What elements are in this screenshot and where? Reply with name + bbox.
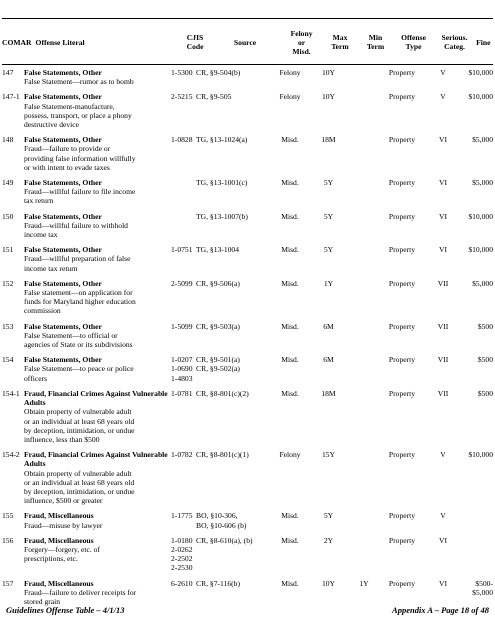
fine-amount-line: $10,000 (468, 245, 493, 255)
table-row (2, 245, 493, 279)
fine-amount (462, 279, 493, 322)
cjis-code-line: 1-0781 (171, 388, 193, 398)
offense-literal (24, 355, 171, 389)
felony-or-misd: Felony (279, 92, 301, 102)
cjis-code-line: 2-0262 (171, 544, 193, 554)
offense-title: False Statements, Other (24, 135, 102, 145)
felony-or-misd: Misd. (281, 278, 299, 288)
offense-description-line: Obtain property of vulnerable adult (24, 468, 132, 478)
max-term: 18M (321, 388, 336, 398)
offense-description-line: Forgery—forgery, etc. of (24, 544, 100, 554)
comar-number: 152 (2, 278, 14, 288)
comar-number: 149 (2, 178, 14, 188)
min-term (348, 450, 380, 511)
min-term (348, 389, 380, 450)
min-term (348, 536, 380, 579)
source-citation-line: CR, §8-801(c)(1) (196, 450, 249, 460)
offense-title: Fraud, Financial Crimes Against Vulnerable Adults (24, 388, 168, 408)
offense-description-line: prescriptions, etc. (24, 554, 78, 564)
cjis-code (171, 68, 196, 92)
source-citation (196, 389, 271, 450)
col-comar: COMAR (2, 37, 32, 47)
cjis-code-line: 1-0782 (171, 450, 193, 460)
cjis-code (171, 536, 196, 579)
col-cjis-code: CJIS Code (186, 33, 204, 51)
seriousness-category: VI (438, 178, 447, 188)
offense-literal (24, 511, 171, 535)
felony-or-misd: Misd. (281, 578, 299, 588)
cjis-code (171, 135, 196, 178)
comar-number: 147 (2, 68, 14, 77)
table-row (2, 511, 493, 535)
offense-description-line: Fraud—willful failure to file income (24, 187, 136, 197)
offense-description-line: Fraud—willful preparation of false (24, 254, 131, 264)
fine-amount (462, 322, 493, 356)
offense-title: Fraud, Miscellaneous (24, 511, 94, 521)
offense-description-line: Obtain property of vulnerable adult (24, 407, 132, 417)
offense-type: Property (388, 388, 416, 398)
offense-description-line: stored grain (24, 596, 61, 606)
fine-amount (462, 245, 493, 279)
cjis-code-line: 2-5099 (171, 278, 193, 288)
seriousness-category: VI (438, 211, 447, 221)
offense-description-line: or an individual at least 68 years old (24, 477, 135, 487)
cjis-code (171, 178, 196, 212)
table-row (2, 536, 493, 579)
max-term: 18M (321, 135, 336, 145)
col-seriousness: Serious. Categ. (441, 33, 468, 51)
offense-description-line: possess, transport, or place a phony (24, 110, 132, 120)
offense-literal (24, 212, 171, 246)
source-citation (196, 536, 271, 579)
col-max-term: Max Term (331, 33, 349, 51)
offense-type: Property (388, 355, 416, 365)
min-term (348, 245, 380, 279)
max-term: 5Y (323, 211, 334, 221)
source-citation (196, 322, 271, 356)
source-citation (196, 279, 271, 322)
source-citation-line: CR, §9-505 (196, 92, 232, 102)
fine-amount (462, 450, 493, 511)
col-min-term: Min Term (366, 33, 385, 51)
offense-type: Property (388, 68, 416, 77)
source-citation-line: TG, §13-1004 (196, 245, 240, 255)
offense-table-body (2, 68, 493, 612)
offense-title: False Statements, Other (24, 321, 102, 331)
offense-description-line: by deception, intimidation, or undue (24, 425, 135, 435)
min-term (348, 92, 380, 135)
cjis-code-line: 1-0751 (171, 245, 193, 255)
seriousness-category: VI (438, 245, 447, 255)
comar-number: 156 (2, 535, 14, 545)
fine-amount (462, 536, 493, 579)
comar-number: 151 (2, 245, 14, 255)
cjis-code-line: 1-5099 (171, 321, 193, 331)
offense-type: Property (388, 450, 416, 460)
offense-description-line: providing false information willfully (24, 153, 136, 163)
offense-type: Property (388, 178, 416, 188)
cjis-code (171, 92, 196, 135)
cjis-code-line: 1-0828 (171, 135, 193, 145)
offense-description-line: False Statement-manufacture, (24, 101, 115, 111)
felony-or-misd: Misd. (281, 135, 299, 145)
max-term: 1Y (323, 278, 334, 288)
offense-literal (24, 68, 171, 92)
max-term: 5Y (323, 178, 334, 188)
fine-amount-line: $5,000 (472, 135, 493, 145)
offense-title: False Statements, Other (24, 355, 102, 365)
col-fine: Fine (476, 37, 491, 47)
offense-title: Fraud, Miscellaneous (24, 578, 94, 588)
seriousness-category: VI (438, 135, 447, 145)
table-row (2, 355, 493, 389)
max-term: 10Y (321, 92, 336, 102)
cjis-code-line: 1-5300 (171, 68, 193, 77)
felony-or-misd: Misd. (281, 535, 299, 545)
offense-literal (24, 536, 171, 579)
cjis-code-line: 1-1775 (171, 511, 193, 521)
offense-title: False Statements, Other (24, 178, 102, 188)
col-offense-literal: Offense Literal (35, 37, 85, 47)
min-term (348, 511, 380, 535)
comar-number: 154-1 (2, 388, 20, 398)
table-row (2, 279, 493, 322)
offense-type: Property (388, 321, 416, 331)
offense-type: Property (388, 245, 416, 255)
cjis-code-line: 1-0180 (171, 535, 193, 545)
min-term (348, 135, 380, 178)
fine-amount (462, 355, 493, 389)
offense-title: False Statements, Other (24, 211, 102, 221)
offense-description-line: destructive device (24, 120, 80, 130)
source-citation (196, 245, 271, 279)
cjis-code (171, 389, 196, 450)
header-top-rule (2, 18, 493, 19)
offense-description-line: False Statement—to official or (24, 330, 118, 340)
fine-amount-line: $500- (475, 578, 493, 588)
offense-title: False Statements, Other (24, 245, 102, 255)
felony-or-misd: Misd. (281, 178, 299, 188)
felony-or-misd: Felony (279, 68, 301, 77)
offense-description-line: Fraud—willful failure to withhold (24, 220, 128, 230)
max-term: 10Y (321, 578, 336, 588)
offense-description-line: agencies of State or its subdivisions (24, 340, 133, 350)
offense-type: Property (388, 511, 416, 521)
offense-literal (24, 92, 171, 135)
table-row (2, 92, 493, 135)
source-citation-line: CR, §7-116(b) (196, 578, 241, 588)
cjis-code (171, 511, 196, 535)
table-row (2, 135, 493, 178)
seriousness-category: VII (437, 321, 449, 331)
source-citation (196, 68, 271, 92)
felony-or-misd: Felony (279, 450, 301, 460)
fine-amount (462, 511, 493, 535)
cjis-code-line: 1-4803 (171, 373, 193, 383)
min-term: 1Y (359, 578, 369, 588)
offense-title: False Statements, Other (24, 68, 102, 77)
cjis-code (171, 279, 196, 322)
offense-title: False Statements, Other (24, 278, 102, 288)
col-source: Source (233, 37, 257, 47)
fine-amount-line: $10,000 (468, 211, 493, 221)
source-citation (196, 212, 271, 246)
offense-description-line: or an individual at least 68 years old (24, 416, 135, 426)
footer-page-number: Appendix A – Page 18 of 48 (392, 605, 489, 615)
source-citation-line: CR, §9-506(a) (196, 278, 240, 288)
offense-description-line: by deception, intimidation, or undue (24, 486, 135, 496)
comar-number: 150 (2, 211, 14, 221)
fine-amount-line: $10,000 (468, 92, 493, 102)
offense-type: Property (388, 92, 416, 102)
offense-literal (24, 279, 171, 322)
header-bottom-rule (2, 64, 493, 65)
seriousness-category: VII (437, 278, 449, 288)
source-citation-line: TG, §13-1001(c) (196, 178, 248, 188)
max-term: 6M (323, 355, 334, 365)
col-felony-misd: Felony or Misd. (290, 28, 313, 56)
seriousness-category: V (440, 92, 446, 102)
footer-doc-title: Guidelines Offense Table – 4/1/13 (6, 605, 125, 615)
source-citation-line: CR, §9-502(a) (196, 364, 240, 374)
offense-type: Property (388, 535, 416, 545)
comar-number: 153 (2, 321, 14, 331)
offense-type: Property (388, 211, 416, 221)
felony-or-misd: Misd. (281, 355, 299, 365)
source-citation-line: TG, §13-1007(b) (196, 211, 248, 221)
min-term (348, 212, 380, 246)
felony-or-misd: Misd. (281, 321, 299, 331)
seriousness-category: V (440, 511, 446, 521)
offense-description-line: False statement—on application for (24, 288, 133, 298)
cjis-code-line: 1-0207 (171, 355, 193, 365)
offense-description-line: commission (24, 306, 61, 316)
source-citation-line: CR, §8-610(a), (b) (196, 535, 253, 545)
source-citation (196, 511, 271, 535)
fine-amount (462, 92, 493, 135)
cjis-code-line: 1-0690 (171, 364, 193, 374)
min-term (348, 322, 380, 356)
source-citation-line: CR, §9-501(a) (196, 355, 240, 365)
fine-amount (462, 178, 493, 212)
table-row (2, 212, 493, 246)
fine-amount (462, 389, 493, 450)
seriousness-category: VI (438, 535, 447, 545)
offense-type: Property (388, 578, 416, 588)
offense-description-line: False Statement—to peace or police (24, 364, 134, 374)
offense-description-line: funds for Maryland higher education (24, 297, 136, 307)
min-term (348, 355, 380, 389)
source-citation (196, 355, 271, 389)
offense-description-line: influence, less than $500 (24, 434, 100, 444)
seriousness-category: V (440, 450, 446, 460)
min-term (348, 279, 380, 322)
cjis-code (171, 245, 196, 279)
max-term: 5Y (323, 511, 334, 521)
cjis-code-line: 2-5215 (171, 92, 193, 102)
table-header (2, 22, 493, 62)
seriousness-category: VII (437, 388, 449, 398)
offense-literal (24, 178, 171, 212)
cjis-code (171, 579, 196, 613)
offense-description-line: influence, $500 or greater (24, 496, 103, 506)
max-term: 5Y (323, 245, 334, 255)
cjis-code-line: 2-2530 (171, 563, 193, 573)
felony-or-misd: Misd. (281, 245, 299, 255)
cjis-code-line: 2-2502 (171, 554, 193, 564)
max-term: 6M (323, 321, 334, 331)
table-row (2, 450, 493, 511)
fine-amount-line: $500 (477, 321, 493, 331)
min-term (348, 68, 380, 92)
comar-number: 154-2 (2, 450, 20, 460)
max-term: 15Y (321, 450, 336, 460)
cjis-code (171, 322, 196, 356)
table-row (2, 389, 493, 450)
offense-description-line: officers (24, 373, 48, 383)
fine-amount-line: $5,000 (472, 587, 493, 597)
offense-title: Fraud, Miscellaneous (24, 535, 94, 545)
fine-amount (462, 68, 493, 92)
felony-or-misd: Misd. (281, 388, 299, 398)
seriousness-category: VI (438, 578, 447, 588)
offense-description-line: income tax return (24, 263, 78, 273)
felony-or-misd: Misd. (281, 511, 299, 521)
col-offense-type: Offense Type (401, 33, 426, 51)
source-citation (196, 92, 271, 135)
offense-description-line: income tax (24, 230, 58, 240)
table-row (2, 178, 493, 212)
cjis-code (171, 355, 196, 389)
comar-number: 148 (2, 135, 14, 145)
fine-amount-line: $10,000 (468, 450, 493, 460)
offense-literal (24, 245, 171, 279)
offense-literal (24, 322, 171, 356)
fine-amount-line: $10,000 (468, 68, 493, 77)
offense-type: Property (388, 135, 416, 145)
felony-or-misd: Misd. (281, 211, 299, 221)
cjis-code-line: 6-2610 (171, 578, 193, 588)
seriousness-category: VII (437, 355, 449, 365)
table-row (2, 322, 493, 356)
offense-description-line: or with intent to evade taxes (24, 162, 110, 172)
comar-number: 155 (2, 511, 14, 521)
offense-literal (24, 389, 171, 450)
fine-amount-line: $500 (477, 355, 493, 365)
offense-description-line: Fraud—failure to provide or (24, 144, 111, 154)
source-citation-line: BO, §10-606 (b) (196, 520, 247, 530)
source-citation-line: CR, §8-801(c)(2) (196, 388, 249, 398)
source-citation-line: CR, §9-504(b) (196, 68, 241, 77)
cjis-code (171, 212, 196, 246)
source-citation (196, 450, 271, 511)
offense-title: Fraud, Financial Crimes Against Vulnerable Adults (24, 450, 168, 469)
comar-number: 157 (2, 578, 14, 588)
source-citation-line: TG, §13-1024(a) (196, 135, 248, 145)
fine-amount-line: $5,000 (472, 278, 493, 288)
fine-amount-line: $500 (477, 388, 493, 398)
fine-amount (462, 135, 493, 178)
offense-type: Property (388, 278, 416, 288)
source-citation-line: CR, §9-503(a) (196, 321, 240, 331)
comar-number: 147-1 (2, 92, 20, 102)
source-citation (196, 579, 271, 613)
min-term (348, 178, 380, 212)
max-term: 10Y (321, 68, 336, 77)
fine-amount-line: $5,000 (472, 178, 493, 188)
offense-title: False Statements, Other (24, 92, 102, 102)
table-row (2, 68, 493, 92)
source-citation-line: BO, §10-306, (196, 511, 238, 521)
offense-description-line: Fraud—misuse by lawyer (24, 520, 103, 530)
offense-literal (24, 135, 171, 178)
cjis-code (171, 450, 196, 511)
source-citation (196, 135, 271, 178)
offense-description-line: False Statement—rumor as to bomb (24, 77, 134, 87)
comar-number: 154 (2, 355, 14, 365)
max-term: 2Y (323, 535, 334, 545)
offense-description-line: Fraud—failure to deliver receipts for (24, 587, 137, 597)
seriousness-category: V (440, 68, 446, 77)
offense-description-line: tax return (24, 196, 54, 206)
fine-amount (462, 212, 493, 246)
offense-literal (24, 450, 171, 511)
source-citation (196, 178, 271, 212)
